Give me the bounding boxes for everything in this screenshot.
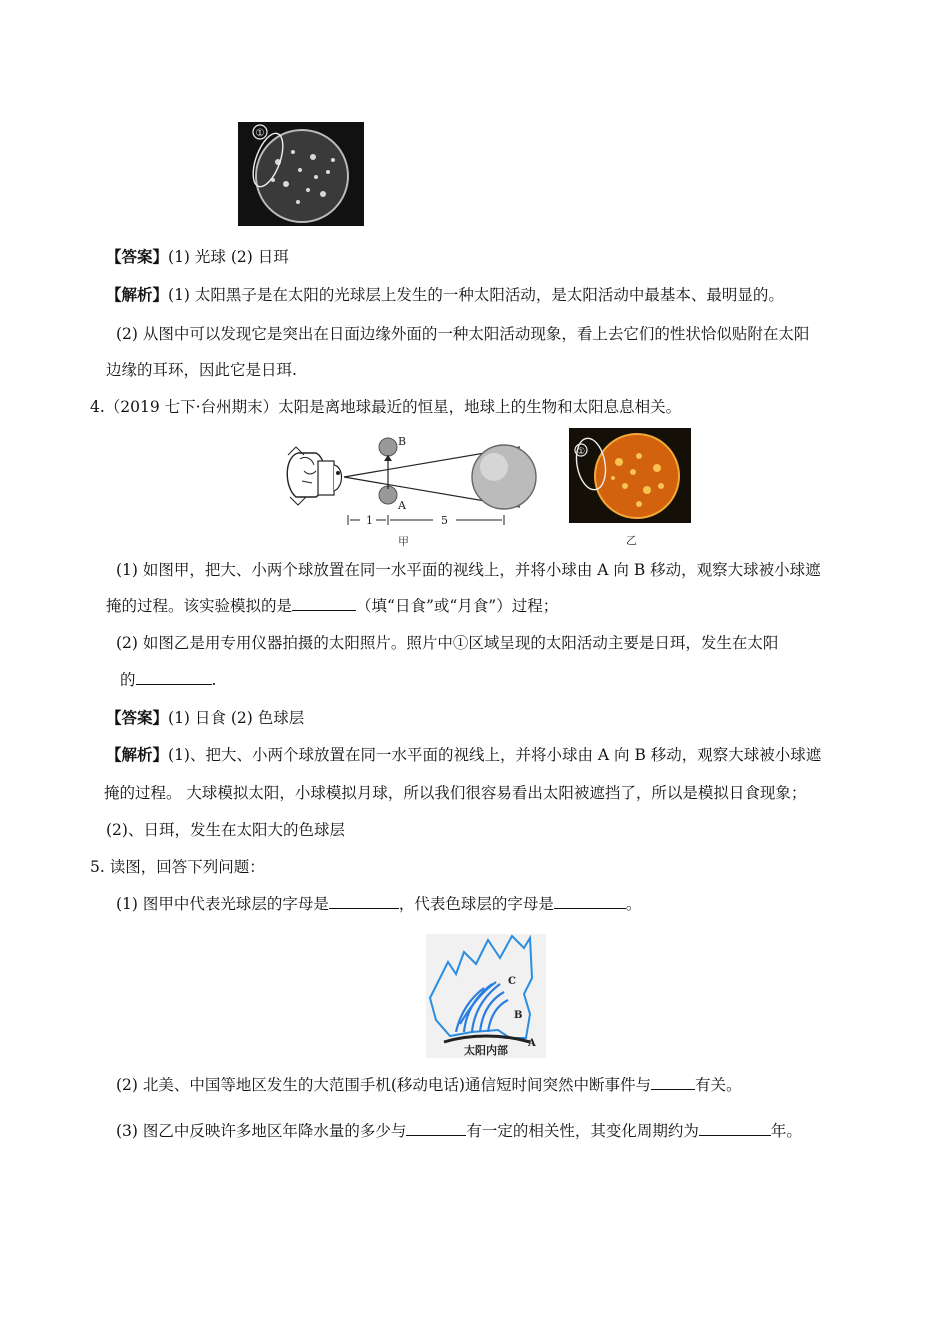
marker-1: ① bbox=[255, 128, 265, 139]
analysis-line-2: (2) 从图中可以发现它是突出在日面边缘外面的一种太阳活动现象，看上去它们的性状恰似贴附在太阳 bbox=[116, 325, 810, 343]
analysis-line-1: (1) 太阳黑子是在太阳的光球层上发生的一种太阳活动，是太阳活动中最基本、最明显的。 bbox=[168, 286, 784, 304]
label-A: A bbox=[398, 499, 406, 512]
q5-part1a: (1) 图甲中代表光球层的字母是 bbox=[116, 895, 329, 913]
label-B: B bbox=[398, 435, 407, 448]
answer-text-4: (1) 日食 (2) 色球层 bbox=[168, 709, 305, 727]
analysis-line-3: 边缘的耳环，因此它是日珥. bbox=[106, 361, 297, 379]
answer-text: (1) 光球 (2) 日珥 bbox=[168, 248, 289, 266]
q5-blank-3 bbox=[651, 1075, 695, 1090]
figure-yi bbox=[569, 428, 691, 523]
q5-part3b: 有一定的相关性，其变化周期约为 bbox=[466, 1122, 699, 1140]
q4-blank-1 bbox=[292, 596, 356, 611]
q5-blank-2 bbox=[554, 894, 626, 909]
q5-part2a: (2) 北美、中国等地区发生的大范围手机(移动电话)通信短时间突然中断事件与 bbox=[116, 1076, 651, 1094]
sun-structure-figure bbox=[426, 934, 546, 1058]
q5-part2b: 有关。 bbox=[694, 1076, 742, 1094]
answer-tag: 【答案】 bbox=[106, 247, 169, 266]
label-B-5: B bbox=[514, 1010, 523, 1021]
marker-1-yi: ① bbox=[576, 447, 586, 457]
distance-1: 1 bbox=[366, 514, 373, 527]
q5-part1c: 。 bbox=[625, 895, 642, 913]
q5-part3c: 年。 bbox=[770, 1122, 802, 1140]
answer-tag-4: 【答案】 bbox=[106, 708, 169, 727]
q4-part2-line2b: . bbox=[211, 671, 217, 689]
label-A-5: A bbox=[528, 1038, 536, 1049]
q4-part1-line1: (1) 如图甲，把大、小两个球放置在同一水平面的视线上，并将小球由 A 向 B 移动，观察大球被小球遮 bbox=[116, 561, 821, 579]
question-4-stem: 4.（2019 七下·台州期末）太阳是离地球最近的恒星，地球上的生物和太阳息息相关。 bbox=[90, 398, 682, 416]
label-C: C bbox=[508, 976, 516, 987]
q5-blank-4 bbox=[406, 1121, 466, 1136]
caption-sun-interior: 太阳内部 bbox=[464, 1044, 508, 1057]
analysis-tag-4: 【解析】 bbox=[106, 745, 169, 764]
observer-illustration bbox=[287, 447, 341, 505]
q4-part1-line2b: （填“日食”或“月食”）过程； bbox=[356, 597, 559, 615]
q4-blank-2 bbox=[136, 670, 212, 685]
caption-jia: 甲 bbox=[398, 535, 409, 548]
sun-photo-top bbox=[238, 122, 364, 226]
q4-part1-line2a: 掩的过程。该实验模拟的是 bbox=[106, 597, 293, 615]
analysis4-line-2: 掩的过程。 大球模拟太阳，小球模拟月球，所以我们很容易看出太阳被遮挡了，所以是模拟日食现象； bbox=[104, 784, 807, 802]
question-5-stem: 5. 读图，回答下列问题： bbox=[90, 858, 265, 876]
analysis4-line-3: (2)、日珥，发生在太阳大的色球层 bbox=[106, 821, 345, 839]
q5-part1b: ，代表色球层的字母是 bbox=[398, 895, 554, 913]
caption-yi: 乙 bbox=[626, 534, 637, 547]
q4-part2-line2a: 的 bbox=[120, 671, 136, 689]
q4-part2-line1: (2) 如图乙是用专用仪器拍摄的太阳照片。照片中①区域呈现的太阳活动主要是日珥，发生在太阳 bbox=[116, 634, 779, 652]
distance-5: 5 bbox=[441, 514, 448, 527]
q5-blank-5 bbox=[699, 1121, 771, 1136]
analysis-tag: 【解析】 bbox=[106, 285, 169, 304]
analysis4-line-1: (1)、把大、小两个球放置在同一水平面的视线上，并将小球由 A 向 B 移动，观察大球被小球遮 bbox=[168, 746, 822, 764]
q5-part3a: (3) 图乙中反映许多地区年降水量的多少与 bbox=[116, 1122, 407, 1140]
figure-jia bbox=[278, 425, 538, 549]
q5-blank-1 bbox=[329, 894, 399, 909]
